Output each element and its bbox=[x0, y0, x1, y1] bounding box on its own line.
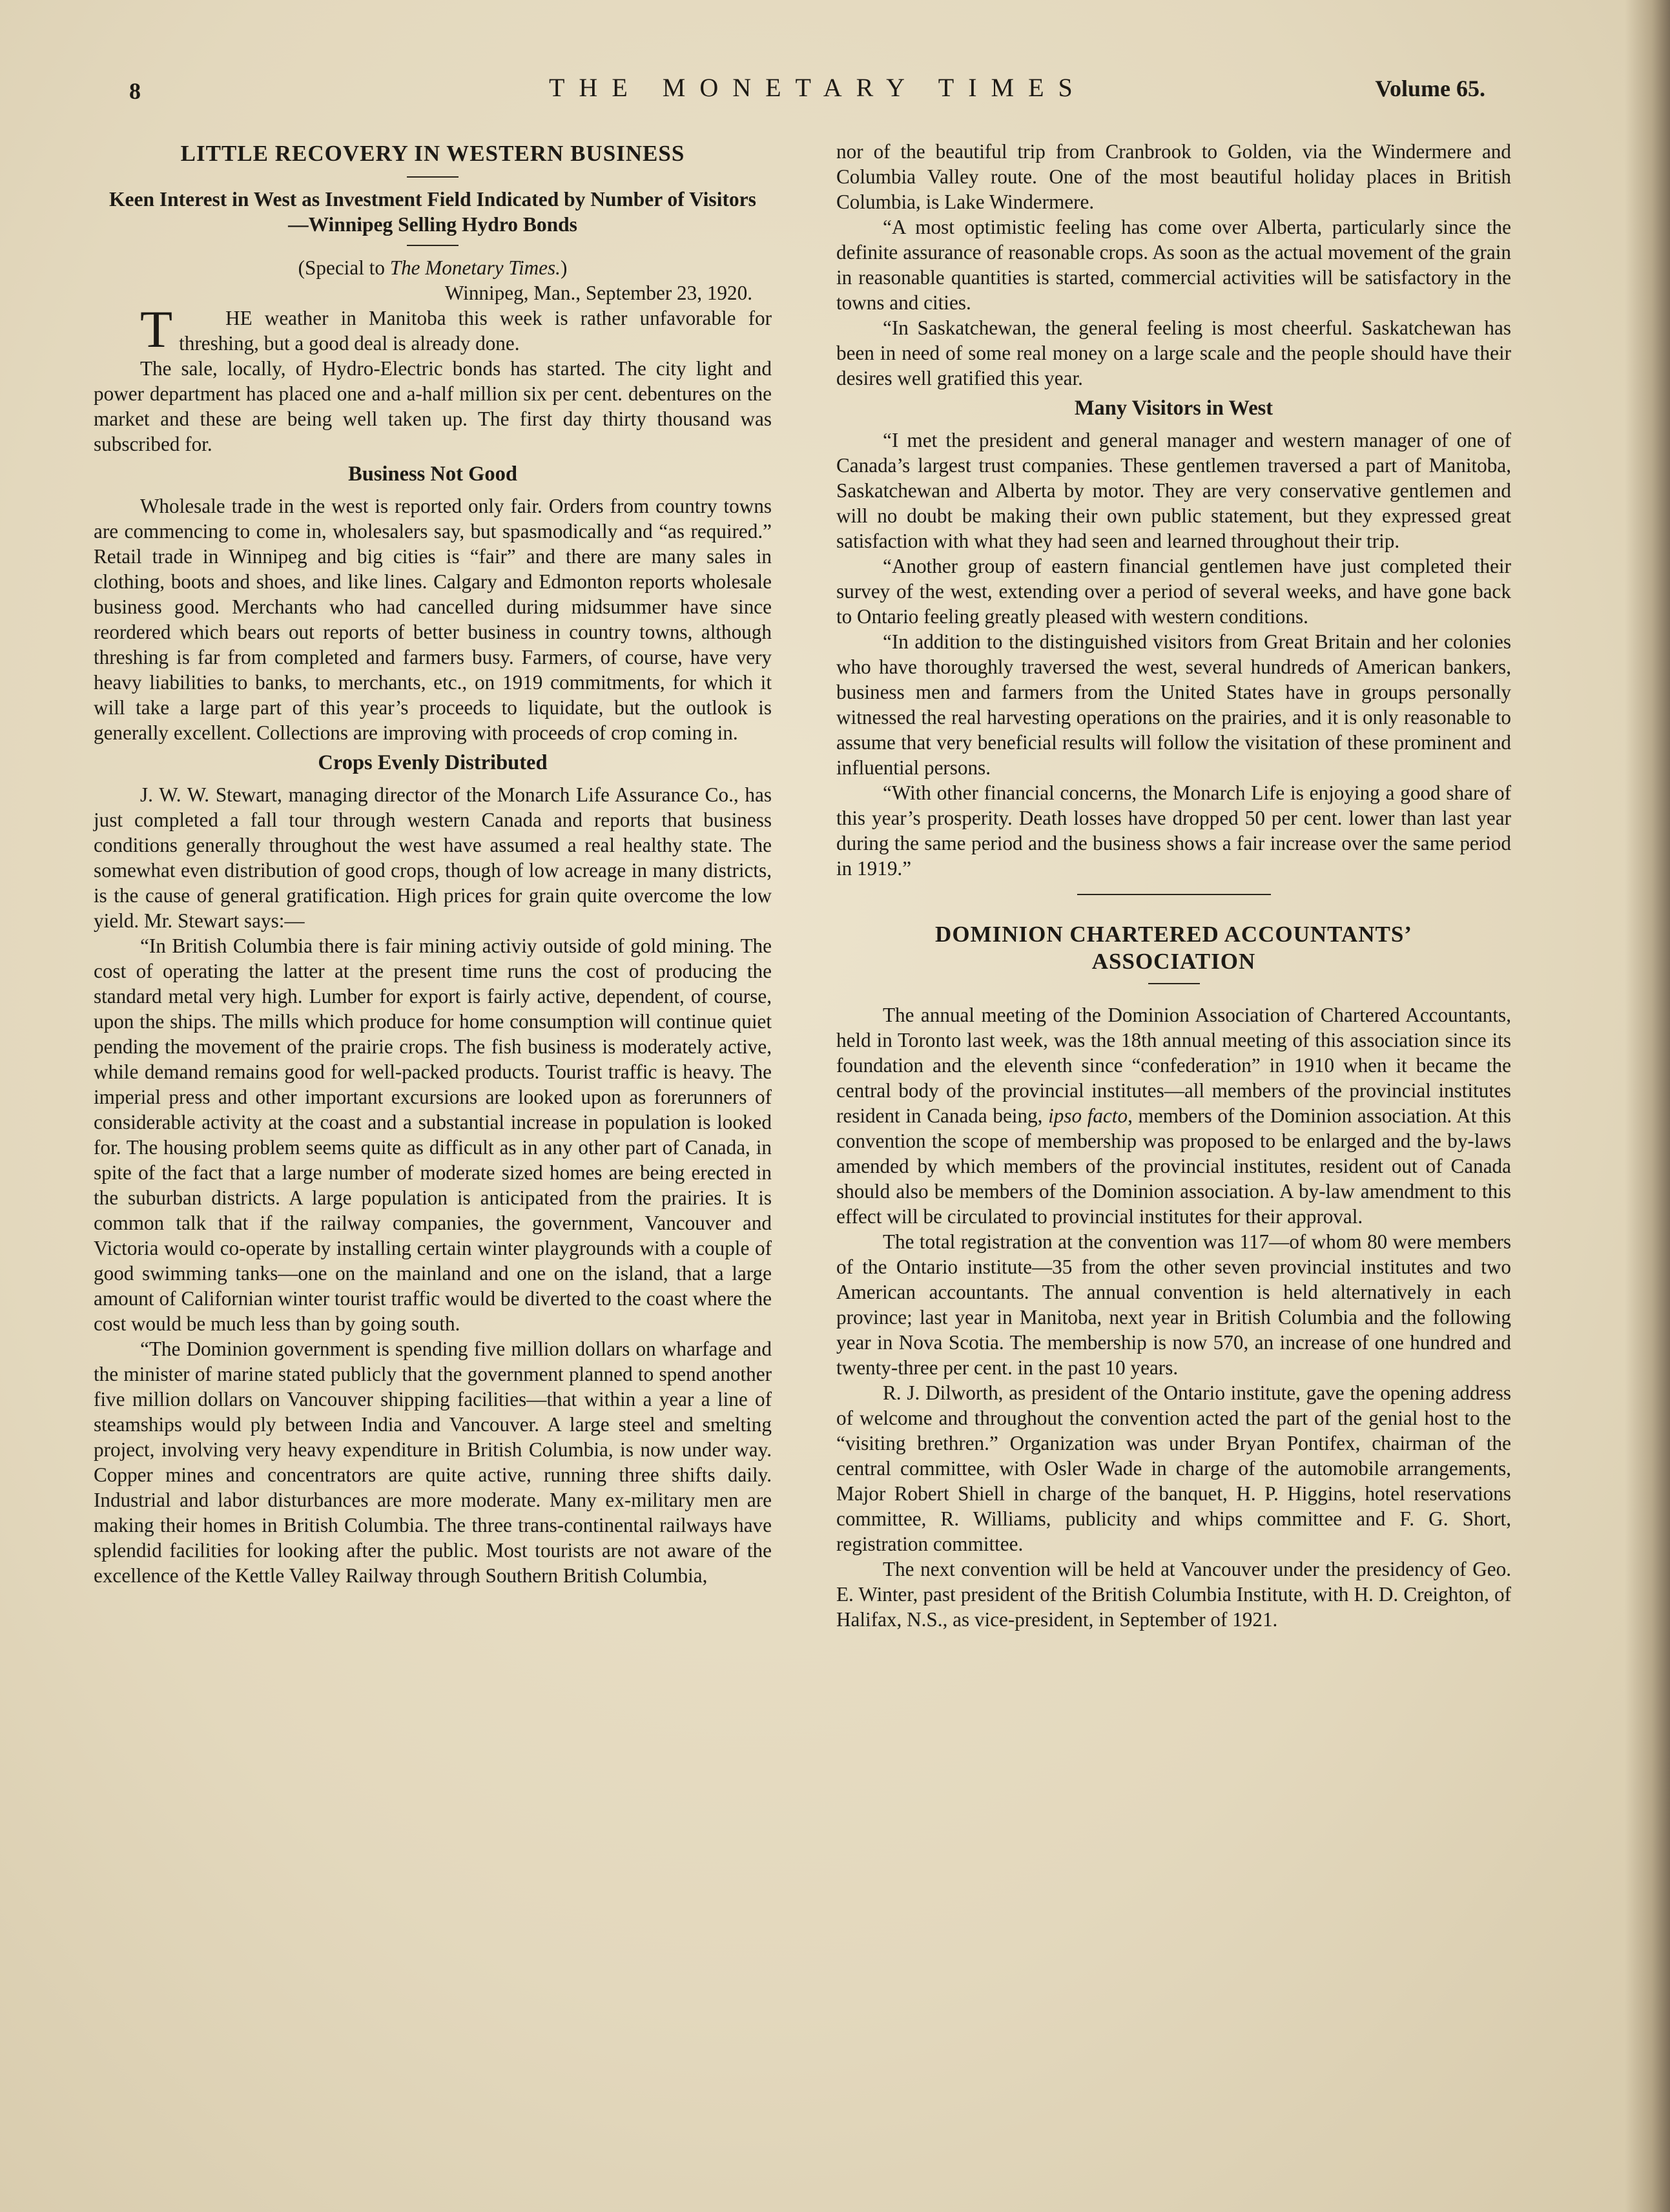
paragraph: “Another group of eastern financial gentlemen have just completed their survey of the west, extending over a period of several weeks, and have gone back to Ontario feeling greatly pleased with western conditions. bbox=[836, 555, 1511, 628]
paragraph bbox=[836, 1002, 1511, 1229]
paragraph: “In Saskatchewan, the general feeling is most cheerful. Saskatchewan has been in need of some real money on a large scale and the people should have their desires well gratified this year. bbox=[836, 316, 1511, 389]
deck-rule bbox=[407, 245, 459, 246]
paragraph: The sale, locally, of Hydro-Electric bonds has started. The city light and power department has placed one and a-half million six per cent. debentures on the market and these are being well taken up. The first day thirty thousand was subscribed for. bbox=[94, 357, 772, 455]
paragraph-text: , members of the Dominion association. At this convention the scope of membership was proposed to be enlarged and the by-laws amended by which members of the provincial institutes, resident out of Canada should also be members of the Dominion association. A by-law amendment to this effect will be circulated to provincial institutes for their approval. bbox=[836, 1104, 1511, 1228]
running-head bbox=[129, 71, 1485, 110]
paragraph: R. J. Dilworth, as president of the Ontario institute, gave the opening address of welcome and throughout the convention acted the part of the genial host to the “visiting brethren.” Organization was under Bryan Pontifex, chairman of the central committee, with Osler Wade in charge of the automobile arrangements, Major Robert Shiell in charge of the banquet, H. P. Higgins, hotel reservations committee, R. Williams, publicity and whips committee and F. G. Short, registration committee. bbox=[836, 1381, 1511, 1555]
lead-paragraph bbox=[94, 300, 772, 358]
volume-label: Volume 65. bbox=[1375, 76, 1485, 101]
column-right bbox=[836, 139, 1511, 1632]
article-deck: Keen Interest in West as Investment Field Indicated by Number of Visitors—Winnipeg Selling Hydro Bonds bbox=[109, 188, 756, 236]
article-headline: LITTLE RECOVERY IN WESTERN BUSINESS bbox=[180, 141, 685, 166]
subheading: Many Visitors in West bbox=[1074, 397, 1273, 420]
headline-rule bbox=[407, 176, 459, 178]
paragraph: The total registration at the convention was 117—of whom 80 were members of the Ontario institute—35 from the other seven provincial institutes and two American accountants. The annual convention is held alternatively in each province; last year in Manitoba, next year in British Columbia and the following year in Nova Scotia. The membership is now 570, an increase of one hundred and twenty-three per cent. in the past 10 years. bbox=[836, 1230, 1511, 1379]
special-prefix: (Special to bbox=[298, 256, 390, 279]
paragraph: “In British Columbia there is fair mining activiy outside of gold mining. The cost of operating the latter at the present time runs the cost of producing the standard metal very high. Lumber for export is fairly active, dependent, of course, upon the ships. The mills which produce for home consumption will continue quiet pending the movement of the prairie crops. The fish business is moderately active, while demand remains good for well-packed products. Tourist traffic is heavy. The imperial press and other important excursions are looked upon as forerunners of considerable activity at the coast and a substantial increase in population is looked for. The housing problem seems quite as difficult as in any other part of Canada, in spite of the fact that a large number of moderate sized homes are being erected in the suburban districts. A large population is anticipated from the prairies. It is common talk that if the railway companies, the government, Vancouver and Victoria would co-operate by installing certain winter playgrounds with a couple of good swimming tanks—one on the mainland and one on the island, that a large amount of Californian winter tourist traffic would be diverted to the coast where the cost would be much less than by going south. bbox=[94, 935, 772, 1335]
subheading: Business Not Good bbox=[348, 462, 517, 486]
special-credit bbox=[94, 255, 772, 280]
paragraph: “The Dominion government is spending five million dollars on wharfage and the minister of marine stated publicly that the government planned to spend another five million dollars on Vancouver shipping facilities—that within a year a line of steamships would ply between India and Vancouver. A large steel and smelting project, involving very heavy expenditure in British Columbia, is now under way. Copper mines and concentrators are quite active, running three shifts daily. Industrial and labor disturbances are more moderate. Many ex-military men are making their homes in British Columbia. The three trans-continental railways have splendid facilities for looking after the public. Most tourists are not aware of the excellence of the Kettle Valley Railway through Southern British Columbia, bbox=[94, 1338, 772, 1587]
paragraph: The next convention will be held at Vancouver under the presidency of Geo. E. Winter, past president of the British Columbia Institute, with H. D. Creighton, of Halifax, N.S., as vice-president, in September of 1921. bbox=[836, 1558, 1511, 1631]
special-suffix: ) bbox=[560, 256, 568, 279]
publication-name: The Monetary Times. bbox=[389, 256, 561, 279]
dateline: Winnipeg, Man., September 23, 1920. bbox=[444, 282, 752, 304]
page-binding-shadow bbox=[1625, 0, 1670, 2212]
paragraph: J. W. W. Stewart, managing director of the Monarch Life Assurance Co., has just completed a fall tour through western Canada and reports that business conditions generally throughout the west have assumed a real healthy state. The somewhat even distribution of good crops, though of low acreage in many districts, is the cause of general gratification. High prices for grain quite overcome the low yield. Mr. Stewart says:— bbox=[94, 783, 772, 932]
paragraph: “A most optimistic feeling has come over Alberta, particularly since the definite assurance of reasonable crops. As soon as the actual movement of the grain in reasonable quantities is started, commercial activities will be satisfactory in the towns and cities. bbox=[836, 216, 1511, 314]
article-separator bbox=[1077, 894, 1271, 895]
headline-rule bbox=[1148, 983, 1200, 984]
article-headline: DOMINION CHARTERED ACCOUNTANTS’ ASSOCIATION bbox=[935, 922, 1412, 974]
drop-cap: T bbox=[140, 300, 173, 358]
page-number: 8 bbox=[129, 78, 141, 104]
paragraph: Wholesale trade in the west is reported only fair. Orders from country towns are commencing to come in, wholesalers say, but spasmodically and “as required.” Retail trade in Winnipeg and big cities is “fair” and there are many sales in clothing, boots and shoes, and like lines. Calgary and Edmonton reports wholesale business good. Merchants who had cancelled during midsummer have since reordered which bears out reports of better business in country towns, although threshing is far from completed and farmers busy. Farmers, of course, have very heavy liabilities to banks, to merchants, etc., on 1919 commitments, for which it will take a large part of this year’s proceeds to liquidate, but the outlook is generally excellent. Collections are improving with proceeds of crop coming in. bbox=[94, 495, 772, 744]
paragraph: “I met the president and general manager and western manager of one of Canada’s largest trust companies. These gentlemen traversed a part of Manitoba, Saskatchewan and Alberta by motor. They are very conservative gentlemen and will no doubt be making their own public statement, but they expressed great satisfaction with what they had seen and learned throughout their trip. bbox=[836, 429, 1511, 552]
paragraph: “In addition to the distinguished visitors from Great Britain and her colonies who have thoroughly traversed the west, several hundreds of American bankers, business men and farmers from the United States have in groups personally witnessed the real harvesting operations on the prairies, and it is only reasonable to assume that very beneficial results will follow the visitation of these prominent and influential persons. bbox=[836, 630, 1511, 779]
masthead: THE MONETARY TIMES bbox=[549, 73, 1087, 102]
lead-text: HE weather in Manitoba this week is rather unfavorable for threshing, but a good deal is already done. bbox=[179, 307, 772, 355]
column-left bbox=[94, 139, 772, 1588]
paragraph-continued: nor of the beautiful trip from Cranbrook to Golden, via the Windermere and Columbia Valley route. One of the most beautiful holiday places in British Columbia, is Lake Windermere. bbox=[836, 140, 1511, 213]
paragraph-text: The annual meeting of the Dominion Association of Chartered Accountants, held in Toronto last week, was the 18th annual meeting of this association since its foundation and the eleventh since “confederation” in 1910 when it became the central body of the provincial institutes—all members of the provincial institutes resident in Canada being, bbox=[836, 1004, 1511, 1127]
subheading: Crops Evenly Distributed bbox=[318, 751, 548, 774]
latin-phrase: ipso facto bbox=[1048, 1104, 1128, 1127]
paragraph: “With other financial concerns, the Monarch Life is enjoying a good share of this year’s prosperity. Death losses have dropped 50 per cent. lower than last year during the same period and the business shows a fair increase over the same period in 1919.” bbox=[836, 781, 1511, 880]
